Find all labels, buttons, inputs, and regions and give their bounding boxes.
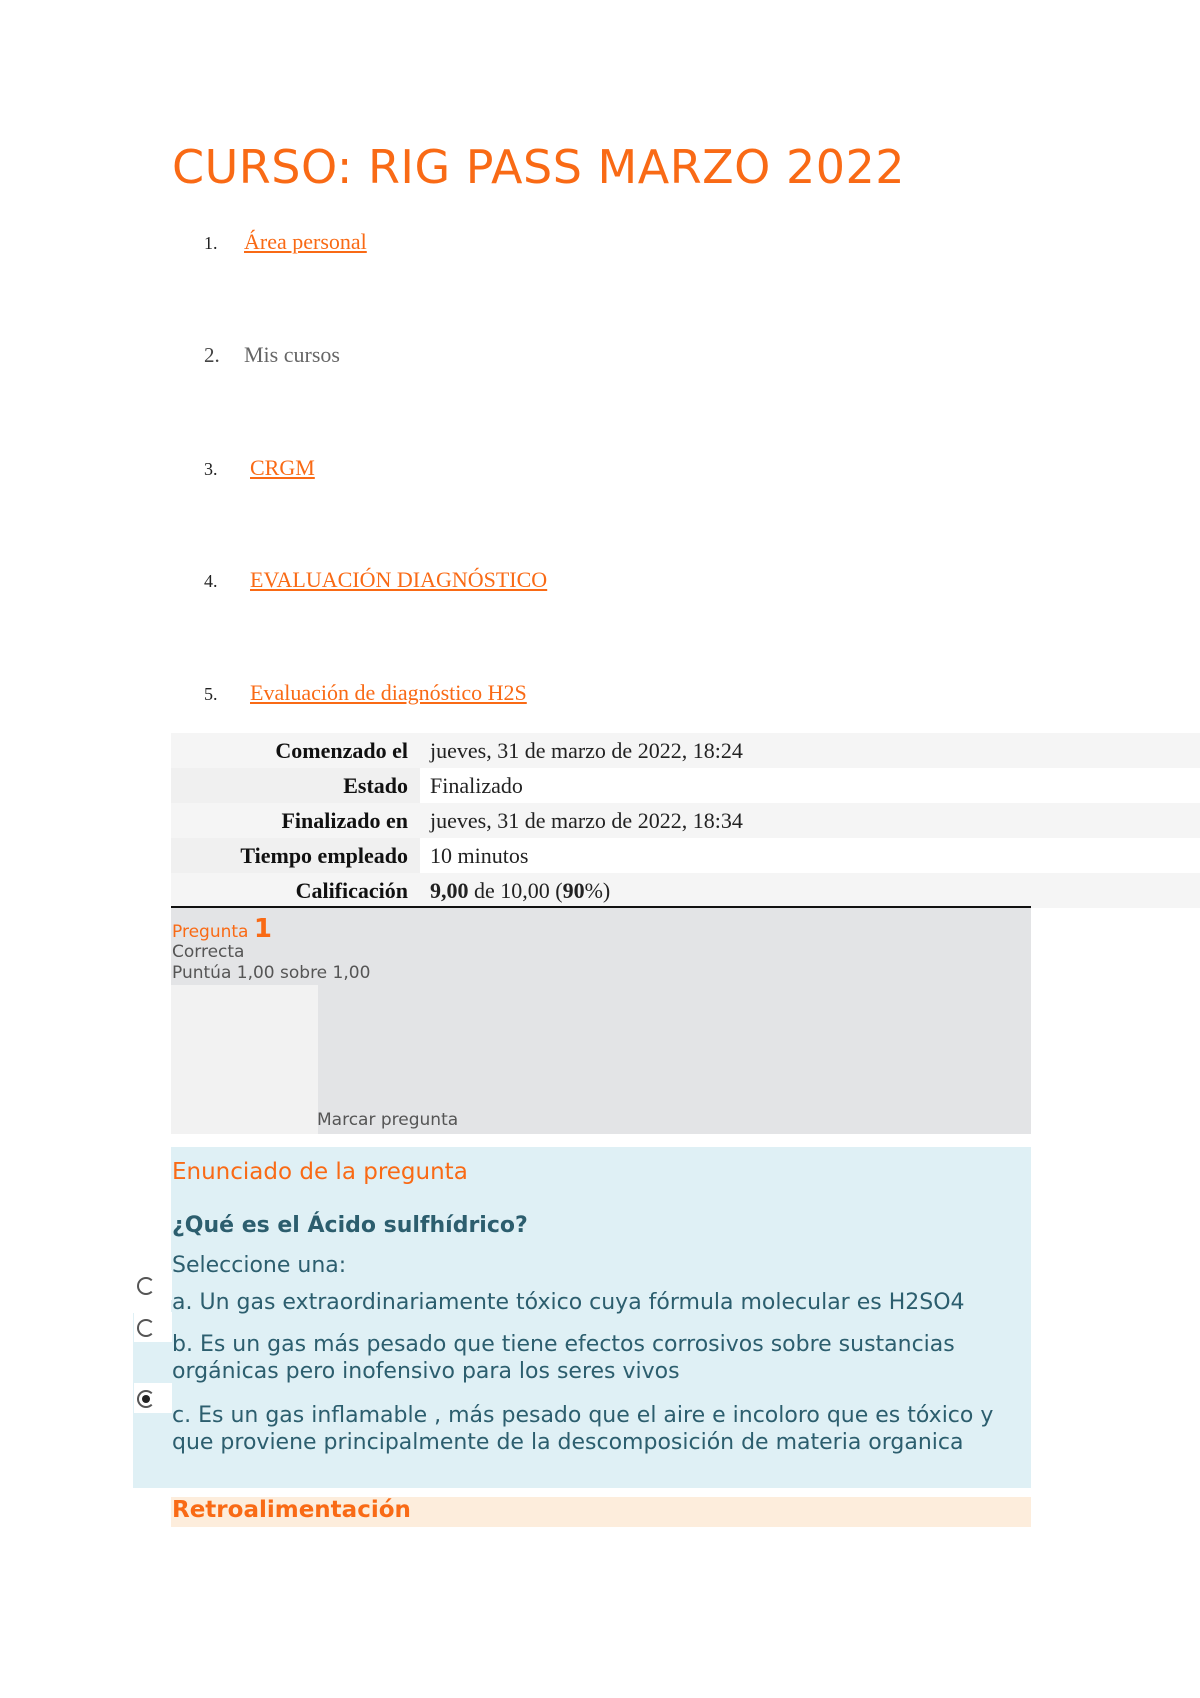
statement-heading: Enunciado de la pregunta [172,1159,468,1185]
breadcrumb-label-mis-cursos: Mis cursos [244,342,340,367]
breadcrumb-item-evaluacion-diagnostico [204,567,547,593]
breadcrumb-item-crgm [204,455,315,481]
breadcrumb-link-crgm[interactable]: CRGM [250,455,315,480]
answer-c-radio-box [134,1383,172,1413]
answer-c-radio[interactable] [137,1390,155,1408]
feedback-section [171,1497,1031,1527]
breadcrumb-link-evaluacion-h2s[interactable]: Evaluación de diagnóstico H2S [250,680,527,705]
breadcrumb-number: 2. [204,343,220,367]
breadcrumb-number: 1. [204,233,218,253]
summary-label: Comenzado el [171,733,420,768]
summary-row-finished [171,803,1200,838]
question-number-value: 1 [253,914,272,944]
answer-option-a[interactable]: a. Un gas extraordinariamente tóxico cuya fórmula molecular es H2SO4 [172,1290,965,1315]
breadcrumb-number: 5. [204,684,218,704]
summary-value [420,873,1200,908]
breadcrumb-link-evaluacion-diagnostico[interactable]: EVALUACIÓN DIAGNÓSTICO [250,567,548,592]
answer-option-c[interactable]: c. Es un gas inflamable , más pesado que el aire e incoloro que es tóxico y que proviene principalmente de la descomposición de materia organica [172,1403,994,1455]
breadcrumb-item-area-personal [204,229,367,255]
question-text: ¿Qué es el Ácido sulfhídrico? [172,1213,528,1238]
question-grade: Puntúa 1,00 sobre 1,00 [172,963,371,983]
question-info-panel [171,906,1031,1134]
flag-question-link[interactable]: Marcar pregunta [317,1110,459,1130]
grade-score: 9,00 [430,877,469,903]
answer-option-b[interactable]: b. Es un gas más pesado que tiene efectos corrosivos sobre sustancias orgánicas pero inofensivo para los seres vivos [172,1332,955,1384]
summary-label: Calificación [171,873,420,908]
breadcrumb-number: 4. [204,571,218,591]
answer-b-radio[interactable] [137,1319,155,1337]
question-number [172,914,272,944]
breadcrumb-item-mis-cursos [204,342,340,368]
course-title: CURSO: RIG PASS MARZO 2022 [172,140,906,194]
summary-label: Estado [171,768,420,803]
summary-value: 10 minutos [420,838,1200,873]
summary-value: Finalizado [420,768,1200,803]
grade-percent: 90 [562,877,585,903]
question-prefix: Pregunta [172,922,249,942]
grade-rest: de 10,00 ( [474,877,563,903]
answer-a-radio[interactable] [137,1277,155,1295]
summary-value: jueves, 31 de marzo de 2022, 18:34 [420,803,1200,838]
summary-row-state [171,768,1200,803]
summary-label: Finalizado en [171,803,420,838]
answer-b-radio-box [134,1312,172,1342]
summary-row-grade [171,873,1200,908]
summary-label: Tiempo empleado [171,838,420,873]
answer-prompt: Seleccione una: [172,1253,347,1278]
attempt-summary-table [171,733,1200,908]
info-left-pane [171,985,318,1134]
summary-value: jueves, 31 de marzo de 2022, 18:24 [420,733,1200,768]
breadcrumb-item-evaluacion-h2s [204,680,527,706]
question-state: Correcta [172,942,245,962]
grade-end: %) [584,877,611,903]
answer-a-radio-box [134,1270,172,1300]
summary-row-time [171,838,1200,873]
summary-row-started [171,733,1200,768]
feedback-heading: Retroalimentación [172,1497,411,1523]
breadcrumb-number: 3. [204,459,218,479]
breadcrumb-link-area-personal[interactable]: Área personal [244,229,367,254]
